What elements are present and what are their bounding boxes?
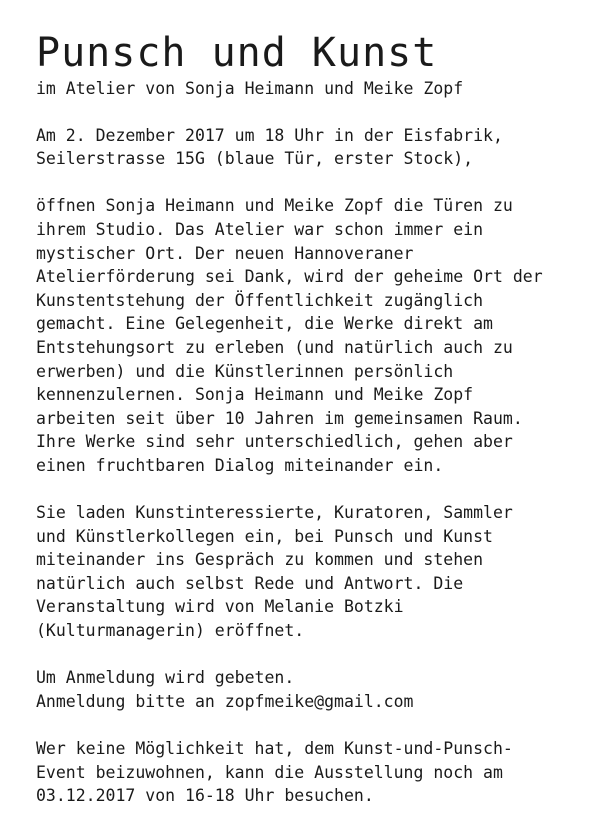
body-line: Um Anmeldung wird gebeten. — [36, 668, 295, 688]
body-line: Entstehungsort zu erleben (und natürlich auch zu — [36, 337, 513, 357]
body-line: Wer keine Möglichkeit hat, dem Kunst-und-Punsch- — [36, 739, 513, 759]
body-line: Atelierförderung sei Dank, wird der geheime Ort der — [36, 267, 543, 287]
body-line: Sie laden Kunstinteressierte, Kuratoren, Sammler — [36, 503, 513, 523]
body-line: Ihre Werke sind sehr unterschiedlich, gehen aber — [36, 432, 513, 452]
document-title: Punsch und Kunst — [36, 30, 438, 76]
body-line: gemacht. Eine Gelegenheit, die Werke direkt am — [36, 314, 493, 334]
body-line: mystischer Ort. Der neuen Hannoveraner — [36, 243, 414, 263]
body-line: Event beizuwohnen, kann die Ausstellung noch am — [36, 762, 503, 782]
body-line: Veranstaltung wird von Melanie Botzki — [36, 597, 404, 617]
document-subtitle: im Atelier von Sonja Heimann und Meike Zopf — [36, 79, 464, 98]
body-line: öffnen Sonja Heimann und Meike Zopf die Türen zu — [36, 196, 513, 216]
body-line: einen fruchtbaren Dialog miteinander ein. — [36, 455, 444, 475]
body-line — [36, 478, 576, 502]
document-page — [36, 30, 576, 808]
body-line: Kunstentstehung der Öffentlichkeit zugänglich — [36, 290, 484, 310]
body-line — [36, 713, 576, 737]
body-line: Anmeldung bitte an zopfmeike@gmail.com — [36, 691, 414, 711]
body-line: ihrem Studio. Das Atelier war schon immer ein — [36, 219, 484, 239]
body-line: Am 2. Dezember 2017 um 18 Uhr in der Eisfabrik, — [36, 125, 503, 145]
body-line: kennenzulernen. Sonja Heimann und Meike Zopf — [36, 385, 474, 405]
body-line — [36, 100, 576, 124]
document-body — [36, 100, 576, 808]
body-line: Seilerstrasse 15G (blaue Tür, erster Stock), — [36, 149, 474, 169]
body-line: (Kulturmanagerin) eröffnet. — [36, 621, 305, 641]
body-line — [36, 643, 576, 667]
body-line — [36, 171, 576, 195]
body-line: arbeiten seit über 10 Jahren im gemeinsamen Raum. — [36, 408, 523, 428]
body-line: 03.12.2017 von 16-18 Uhr besuchen. — [36, 786, 374, 806]
body-line: erwerben) und die Künstlerinnen persönlich — [36, 361, 454, 381]
body-line: natürlich auch selbst Rede und Antwort. Die — [36, 573, 464, 593]
body-line: miteinander ins Gespräch zu kommen und stehen — [36, 550, 484, 570]
body-line: und Künstlerkollegen ein, bei Punsch und Kunst — [36, 526, 493, 546]
